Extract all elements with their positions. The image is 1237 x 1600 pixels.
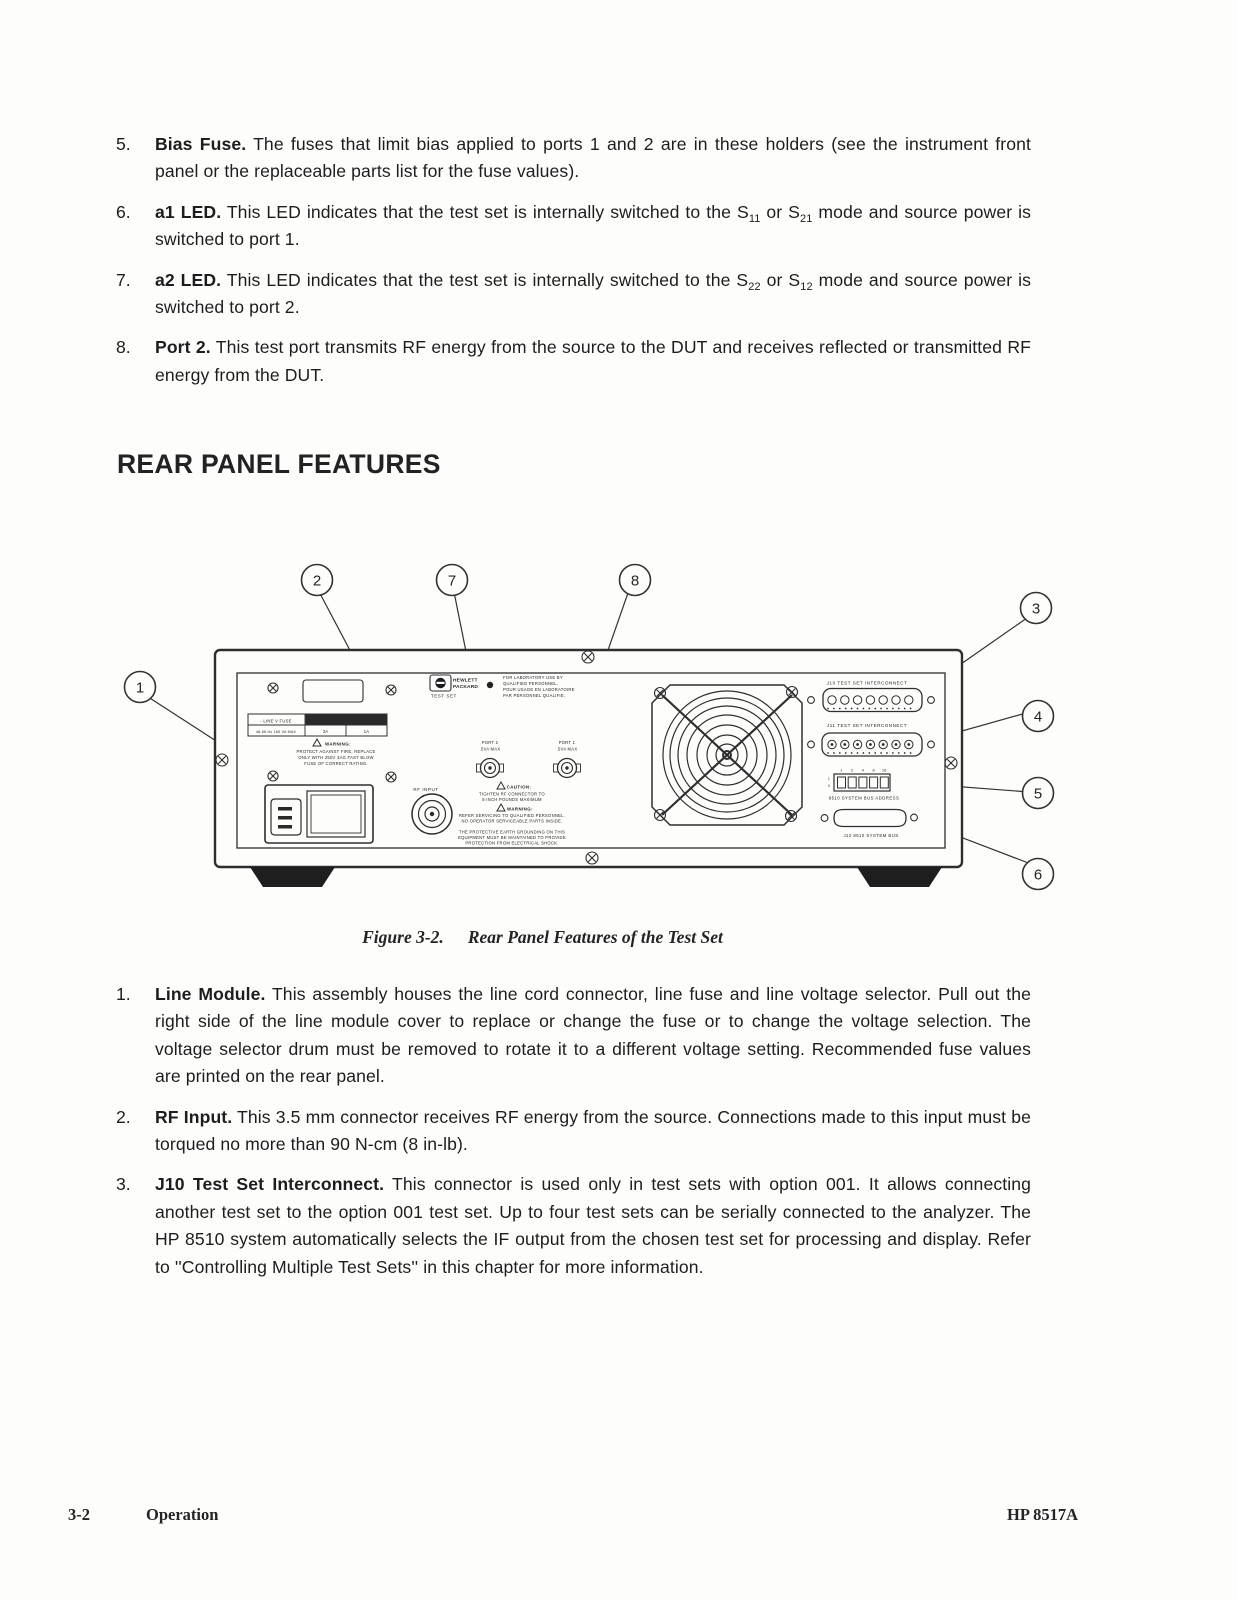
connector-pin-small xyxy=(827,752,829,754)
caution-label: CAUTION: xyxy=(506,784,532,790)
dip-on-label: 1 xyxy=(827,777,831,781)
dip-number: 2 xyxy=(851,768,854,773)
connector-pin-dot xyxy=(882,743,885,746)
fuse-warning-line: FUSE OF CORRECT RATING. xyxy=(304,761,368,766)
callout-4 xyxy=(1023,701,1054,732)
list-item xyxy=(116,1104,1031,1159)
connector-pin-small xyxy=(886,708,888,710)
callout-number: 4 xyxy=(1033,708,1043,726)
footer-section: Operation xyxy=(146,1505,219,1524)
callout-number: 8 xyxy=(630,572,640,590)
warning-label: WARNING: xyxy=(325,741,351,747)
dip-number: 8 xyxy=(872,768,875,773)
figure-caption xyxy=(110,927,975,948)
list-item-lead: a1 LED. xyxy=(155,201,222,222)
left-foot xyxy=(250,867,335,887)
list-item xyxy=(116,199,1031,254)
dip-number: 16 xyxy=(881,768,887,773)
port1-label: PORT 1 xyxy=(558,740,576,745)
connector-pin-small xyxy=(851,708,853,710)
callout-2 xyxy=(302,565,333,596)
connector-pin-small xyxy=(863,752,865,754)
line-table-fuse2: 1A xyxy=(363,729,370,734)
connector-pin-small xyxy=(904,708,906,710)
lab-line: FOR LABORATORY USE BY xyxy=(503,675,563,680)
callout-1 xyxy=(125,672,156,703)
j10-label: J10 TEST SET INTERCONNECT xyxy=(826,680,908,686)
list-item-number: 6. xyxy=(116,201,131,222)
ground-line: THE PROTECTIVE EARTH GROUNDING ON THIS xyxy=(458,829,566,835)
list-item-text: J10 Test Set Interconnect. This connector is used only in test sets with option 001. It allows connecting another test set to the option 001 test set. Up to four test sets can be serially connected to the analyzer. The HP 8510 system automatically selects the IF output from the chosen test set for processing and display. Refer to ''Controlling Multiple Test Sets'' in this chapter for more information. xyxy=(155,1174,1031,1277)
connector-pin-small xyxy=(833,752,835,754)
ground-line: PROTECTION FROM ELECTRICAL SHOCK. xyxy=(465,840,559,846)
connector-pin-small xyxy=(910,752,912,754)
connector-pin-small xyxy=(898,752,900,754)
callout-3 xyxy=(1021,593,1052,624)
list-item-text: RF Input. This 3.5 mm connector receives RF energy from the source. Connections made to this input must be torqued no more than 90 N-cm (8 in-lb). xyxy=(155,1106,1031,1155)
connector-pin-dot xyxy=(843,743,846,746)
connector-pin-small xyxy=(892,752,894,754)
connector-pin-small xyxy=(904,752,906,754)
port2-label: PORT 2 xyxy=(481,740,499,745)
list-item-lead: Port 2. xyxy=(155,337,211,358)
bus-address-label: 8510 SYSTEM BUS ADDRESS xyxy=(828,795,900,801)
connector-pin-small xyxy=(857,752,859,754)
connector-pin-dot xyxy=(895,743,898,746)
connector-pin-small xyxy=(874,708,876,710)
connector-pin-small xyxy=(910,708,912,710)
callout-number: 5 xyxy=(1033,785,1043,803)
connector-pin-small xyxy=(839,752,841,754)
feature-list-top xyxy=(116,131,1031,402)
j11-label: J11 TEST SET INTERCONNECT xyxy=(826,723,908,728)
connector-pin-small xyxy=(845,752,847,754)
connector-pin-small xyxy=(827,708,829,710)
lab-line: POUR USAGE EN LABORATOIRE xyxy=(503,687,575,692)
rf-input-label: RF INPUT xyxy=(413,787,439,792)
connector-pin-small xyxy=(839,708,841,710)
test-set-label: TEST SET xyxy=(431,693,457,699)
connector-pin-small xyxy=(857,708,859,710)
list-item-lead: RF Input. xyxy=(155,1106,233,1127)
fuse-warning-line: ONLY WITH 250V 3AG FAST BLOW xyxy=(298,755,374,760)
line-table-rating: 48-66 Hz 165 VA MAX xyxy=(255,730,297,734)
lab-line: QUALIFIED PERSONNEL. xyxy=(503,681,559,686)
list-item-number: 7. xyxy=(116,269,131,290)
connector-pin-small xyxy=(833,708,835,710)
service-warning-line: NO OPERATOR SERVICEABLE PARTS INSIDE. xyxy=(461,818,563,824)
connector-pin-dot xyxy=(856,743,859,746)
connector-pin-small xyxy=(874,752,876,754)
callout-5 xyxy=(1023,778,1054,809)
connector-pin-small xyxy=(851,752,853,754)
list-item-text: Bias Fuse. The fuses that limit bias applied to ports 1 and 2 are in these holders (see the instrument front panel or the replaceable parts list for the fuse values). xyxy=(155,134,1031,182)
figure-caption-label: Figure 3-2. xyxy=(362,927,444,947)
connector-pin-small xyxy=(868,708,870,710)
list-item-text: a2 LED. This LED indicates that the test set is internally switched to the $S_{22}$ or $S_{12}$ mode and source power is switched to port 2. xyxy=(155,269,1032,318)
connector-pin-small xyxy=(886,752,888,754)
list-item xyxy=(116,981,1031,1091)
brand-packard: PACKARD xyxy=(453,684,479,690)
callout-number: 1 xyxy=(135,679,145,697)
feature-list-bottom xyxy=(116,981,1031,1294)
line-table-fuse1: 3A xyxy=(322,729,329,734)
connector-pin-small xyxy=(863,708,865,710)
dip-number: 4 xyxy=(861,768,865,773)
list-item-lead: Bias Fuse. xyxy=(155,134,247,154)
callout-number: 7 xyxy=(447,572,457,590)
connector-pin-dot xyxy=(869,743,872,746)
service-warning-line: REFER SERVICING TO QUALIFIED PERSONNEL. xyxy=(458,813,566,818)
footer-model: HP 8517A xyxy=(1007,1505,1079,1524)
callout-number: 6 xyxy=(1033,866,1043,884)
connector-pin-dot xyxy=(907,743,910,746)
connector-pin-small xyxy=(845,708,847,710)
callout-8 xyxy=(620,565,651,596)
list-item-lead: J10 Test Set Interconnect. xyxy=(155,1174,385,1195)
list-item-text: Port 2. This test port transmits RF energy from the source to the DUT and receives reflected or transmitted RF energy from the DUT. xyxy=(155,337,1031,385)
list-item-text: Line Module. This assembly houses the line cord connector, line fuse and line voltage selector. Pull out the right side of the line module cover to replace or change the fuse or to change the voltage selection. The voltage selector drum must be removed to rotate it to a different voltage setting. Recommended fuse values are printed on the rear panel. xyxy=(155,984,1031,1087)
footer-page-number: 3-2 xyxy=(68,1505,90,1524)
rf-input-connector xyxy=(412,794,452,834)
connector-pin-dot xyxy=(831,743,834,746)
callout-7 xyxy=(437,565,468,596)
cert-mark-icon xyxy=(487,682,493,688)
figure-caption-text: Rear Panel Features of the Test Set xyxy=(467,927,723,947)
list-item-number: 8. xyxy=(116,337,131,358)
ground-line: EQUIPMENT MUST BE MAINTAINED TO PROVIDE xyxy=(458,835,566,840)
lab-line: PAR PERSONNEL QUALIFIE. xyxy=(503,693,566,698)
list-item xyxy=(116,267,1031,322)
list-item xyxy=(116,1171,1031,1281)
right-foot xyxy=(857,867,942,887)
port1-rating: .5VA MAX xyxy=(556,746,578,752)
fuse-warning-line: PROTECT AGAINST FIRE, REPLACE xyxy=(296,749,376,754)
j12-label: J12 8510 SYSTEM BUS xyxy=(843,833,899,838)
rear-panel-figure xyxy=(110,548,1110,908)
list-item-number: 5. xyxy=(116,134,131,154)
connector-pin-small xyxy=(892,708,894,710)
section-heading: REAR PANEL FEATURES xyxy=(117,449,441,479)
service-warning-label: WARNING: xyxy=(507,806,533,812)
list-item-text: a1 LED. This LED indicates that the test set is internally switched to the $S_{11}$ or $S_{21}$ mode and source power is switched to port 1. xyxy=(155,201,1032,250)
list-item xyxy=(116,334,1031,389)
list-item-lead: Line Module. xyxy=(155,984,266,1004)
connector-pin-small xyxy=(898,708,900,710)
dip-number: 1 xyxy=(840,768,843,773)
callout-number: 3 xyxy=(1031,600,1041,618)
caution-line: TIGHTEN RF CONNECTOR TO xyxy=(479,791,545,797)
callout-number: 2 xyxy=(312,572,322,590)
connector-pin-small xyxy=(880,708,882,710)
caution-line: 8 INCH POUNDS MAXIMUM xyxy=(482,797,542,802)
connector-pin-small xyxy=(880,752,882,754)
list-item-lead: a2 LED. xyxy=(155,269,222,290)
port2-rating: .5VA MAX xyxy=(479,746,501,752)
list-item-number: 2. xyxy=(116,1106,131,1127)
list-item-number: 3. xyxy=(116,1174,131,1195)
list-item xyxy=(116,131,1031,186)
line-table-header: - LINE V FUSE xyxy=(260,718,292,724)
dip-off-label: 0 xyxy=(827,784,831,788)
callout-6 xyxy=(1023,859,1054,890)
connector-pin-small xyxy=(868,752,870,754)
brand-hewlett: HEWLETT xyxy=(453,678,478,684)
list-item-number: 1. xyxy=(116,984,131,1004)
